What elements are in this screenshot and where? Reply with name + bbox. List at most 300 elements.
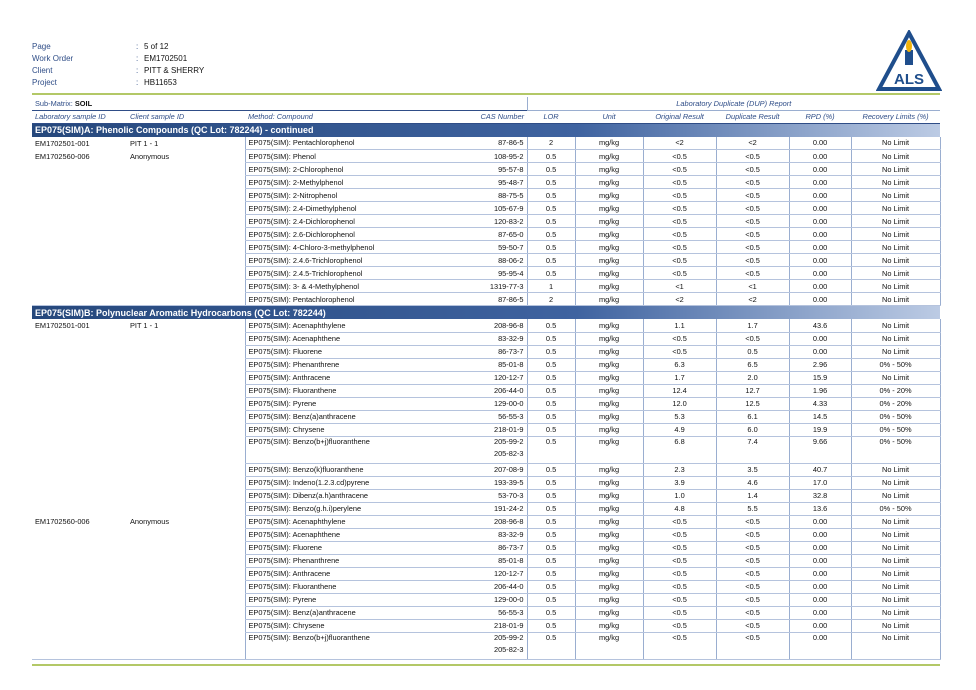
table-row bbox=[32, 397, 940, 410]
cell-duplicate-result: <0.5 bbox=[716, 606, 789, 619]
cell-compound: EP075(SIM): Benzo(g.h.i)perylene bbox=[245, 502, 390, 515]
cell-lab-sample-id bbox=[32, 384, 127, 397]
table-row bbox=[32, 384, 940, 397]
cell-cas-number: 206-44-0 bbox=[390, 384, 527, 397]
cell-recovery-limits: No Limit bbox=[851, 319, 940, 332]
cell-lab-sample-id bbox=[32, 254, 127, 267]
cell-client-sample-id bbox=[127, 163, 245, 176]
cell-rpd: 0.00 bbox=[789, 606, 851, 619]
cell-duplicate-result: 12.7 bbox=[716, 384, 789, 397]
cell-lor: 0.5 bbox=[527, 567, 575, 580]
cell-unit: mg/kg bbox=[575, 241, 643, 254]
cell-lor: 0.5 bbox=[527, 228, 575, 241]
cell-original-result: <0.5 bbox=[643, 580, 716, 593]
header-field-project bbox=[32, 77, 204, 89]
als-logo bbox=[876, 30, 942, 92]
cell-original-result: 5.3 bbox=[643, 410, 716, 423]
cell-cas-number: 105-67-9 bbox=[390, 202, 527, 215]
cell-original-result: 1.1 bbox=[643, 319, 716, 332]
cell-unit: mg/kg bbox=[575, 332, 643, 345]
cell-recovery-limits: No Limit bbox=[851, 476, 940, 489]
cell-lab-sample-id: EM1702501-001 bbox=[35, 138, 90, 148]
cell-recovery-limits: No Limit bbox=[851, 137, 940, 150]
cell-cas-number: 1319-77-3 bbox=[390, 280, 527, 293]
cell-original-result: 4.9 bbox=[643, 423, 716, 436]
table-row bbox=[32, 267, 940, 280]
cell-lor: 0.5 bbox=[527, 358, 575, 371]
cell-client-sample-id bbox=[127, 410, 245, 423]
cell-lab-sample-id bbox=[32, 619, 127, 632]
cell-lor: 0.5 bbox=[527, 489, 575, 502]
cas-number-secondary: 205-82-3 bbox=[493, 644, 524, 654]
cell-recovery-limits: No Limit bbox=[851, 202, 940, 215]
cell-unit: mg/kg bbox=[575, 176, 643, 189]
cell-client-sample-id: PIT 1 - 1 bbox=[130, 138, 159, 148]
cell-duplicate-result: 0.5 bbox=[716, 345, 789, 358]
cell-lab-sample-id bbox=[32, 632, 127, 659]
cell-lab-sample-id bbox=[32, 580, 127, 593]
cell-lab-sample-id bbox=[32, 332, 127, 345]
cell-original-result: <0.5 bbox=[643, 176, 716, 189]
duplicate-report-table bbox=[32, 97, 941, 660]
cell-lor: 0.5 bbox=[527, 632, 575, 659]
cell-rpd: 0.00 bbox=[789, 163, 851, 176]
table-row bbox=[32, 241, 940, 254]
cell-rpd: 2.96 bbox=[789, 358, 851, 371]
cell-rpd: 0.00 bbox=[789, 567, 851, 580]
cell-unit: mg/kg bbox=[575, 436, 643, 463]
cell-cas-number: 95-48-7 bbox=[390, 176, 527, 189]
cell-client-sample-id bbox=[127, 397, 245, 410]
cell-rpd: 9.66 bbox=[789, 436, 851, 463]
cell-rpd: 0.00 bbox=[789, 345, 851, 358]
cell-cas-number: 207-08-9 bbox=[390, 463, 527, 476]
table-row bbox=[32, 593, 940, 606]
cell-lor: 0.5 bbox=[527, 332, 575, 345]
cell-cas-number: 218-01-9 bbox=[390, 619, 527, 632]
column-header-rpd: RPD (%) bbox=[789, 110, 851, 123]
cell-client-sample-id bbox=[127, 345, 245, 358]
table-row bbox=[32, 541, 940, 554]
cell-rpd: 0.00 bbox=[789, 189, 851, 202]
cell-original-result: <0.5 bbox=[643, 254, 716, 267]
cell-lab-sample-id bbox=[32, 554, 127, 567]
cell-lab-sample-id bbox=[32, 593, 127, 606]
cell-unit: mg/kg bbox=[575, 567, 643, 580]
cell-cas-number: 193-39-5 bbox=[390, 476, 527, 489]
cell-rpd: 14.5 bbox=[789, 410, 851, 423]
header-field-label: Project bbox=[32, 78, 57, 87]
header-field-colon: : bbox=[136, 78, 139, 87]
cell-compound: EP075(SIM): Benzo(k)fluoranthene bbox=[245, 463, 390, 476]
cell-duplicate-result: <0.5 bbox=[716, 241, 789, 254]
cell-lor: 0.5 bbox=[527, 528, 575, 541]
cell-recovery-limits: No Limit bbox=[851, 371, 940, 384]
cell-lab-sample-id bbox=[32, 528, 127, 541]
cell-recovery-limits: No Limit bbox=[851, 632, 940, 659]
cell-unit: mg/kg bbox=[575, 254, 643, 267]
cell-recovery-limits: No Limit bbox=[851, 176, 940, 189]
table-row bbox=[32, 476, 940, 489]
cell-lab-sample-id bbox=[32, 371, 127, 384]
cell-cas-number: 88-75-5 bbox=[390, 189, 527, 202]
cell-unit: mg/kg bbox=[575, 528, 643, 541]
cell-original-result: <0.5 bbox=[643, 267, 716, 280]
cell-unit: mg/kg bbox=[575, 228, 643, 241]
cell-recovery-limits: No Limit bbox=[851, 241, 940, 254]
cell-lor: 0.5 bbox=[527, 541, 575, 554]
cell-original-result: 6.8 bbox=[643, 436, 716, 463]
cell-duplicate-result: <1 bbox=[716, 280, 789, 293]
cell-rpd: 4.33 bbox=[789, 397, 851, 410]
cell-unit: mg/kg bbox=[575, 293, 643, 306]
cell-client-sample-id bbox=[127, 293, 245, 306]
cell-lor: 2 bbox=[527, 137, 575, 150]
cell-compound: EP075(SIM): Benz(a)anthracene bbox=[245, 606, 390, 619]
table-row bbox=[32, 202, 940, 215]
cell-lab-sample-id bbox=[32, 293, 127, 306]
cell-cas-number: 85-01-8 bbox=[390, 358, 527, 371]
cell-original-result: <0.5 bbox=[643, 528, 716, 541]
table-row bbox=[32, 580, 940, 593]
table-row bbox=[32, 567, 940, 580]
cell-compound: EP075(SIM): 2-Chlorophenol bbox=[245, 163, 390, 176]
table-row bbox=[32, 554, 940, 567]
cell-compound: EP075(SIM): Chrysene bbox=[245, 423, 390, 436]
cell-rpd: 0.00 bbox=[789, 593, 851, 606]
cell-unit: mg/kg bbox=[575, 489, 643, 502]
cell-recovery-limits: 0% - 50% bbox=[851, 410, 940, 423]
cell-unit: mg/kg bbox=[575, 371, 643, 384]
cell-unit: mg/kg bbox=[575, 606, 643, 619]
cell-cas-number: 86-73-7 bbox=[390, 541, 527, 554]
cell-lor: 0.5 bbox=[527, 580, 575, 593]
cell-lab-sample-id bbox=[32, 502, 127, 515]
cell-recovery-limits: No Limit bbox=[851, 254, 940, 267]
cell-compound: EP075(SIM): Chrysene bbox=[245, 619, 390, 632]
cell-unit: mg/kg bbox=[575, 267, 643, 280]
cell-original-result: <0.5 bbox=[643, 567, 716, 580]
cell-compound: EP075(SIM): Fluoranthene bbox=[245, 580, 390, 593]
cell-compound: EP075(SIM): Phenol bbox=[245, 150, 390, 163]
cell-lab-sample-id bbox=[32, 489, 127, 502]
table-row bbox=[32, 319, 940, 332]
cell-lor: 0.5 bbox=[527, 606, 575, 619]
cell-unit: mg/kg bbox=[575, 345, 643, 358]
cell-recovery-limits: No Limit bbox=[851, 606, 940, 619]
table-row bbox=[32, 228, 940, 241]
cell-compound: EP075(SIM): Anthracene bbox=[245, 567, 390, 580]
cell-rpd: 0.00 bbox=[789, 528, 851, 541]
cell-lor: 0.5 bbox=[527, 241, 575, 254]
cell-compound: EP075(SIM): Pyrene bbox=[245, 397, 390, 410]
cell-lab-sample-id bbox=[32, 345, 127, 358]
cell-original-result: 12.4 bbox=[643, 384, 716, 397]
cell-rpd: 0.00 bbox=[789, 541, 851, 554]
cell-compound: EP075(SIM): Phenanthrene bbox=[245, 358, 390, 371]
cell-original-result: 1.0 bbox=[643, 489, 716, 502]
cell-cas-number: 87-65-0 bbox=[390, 228, 527, 241]
cell-client-sample-id bbox=[127, 423, 245, 436]
cell-rpd: 15.9 bbox=[789, 371, 851, 384]
header-field-value: PITT & SHERRY bbox=[144, 66, 205, 75]
cell-cas-number: 87-86-5 bbox=[390, 137, 527, 150]
cell-original-result: <0.5 bbox=[643, 215, 716, 228]
cell-client-sample-id bbox=[127, 463, 245, 476]
cell-original-result: <0.5 bbox=[643, 163, 716, 176]
cell-recovery-limits: No Limit bbox=[851, 189, 940, 202]
cell-cas-number: 208-96-8 bbox=[390, 319, 527, 332]
cell-duplicate-result: 1.7 bbox=[716, 319, 789, 332]
cell-client-sample-id bbox=[127, 280, 245, 293]
cell-unit: mg/kg bbox=[575, 580, 643, 593]
header-field-colon: : bbox=[136, 66, 139, 75]
cell-duplicate-result: <0.5 bbox=[716, 202, 789, 215]
column-header-unit: Unit bbox=[575, 110, 643, 123]
cell-original-result: <0.5 bbox=[643, 202, 716, 215]
cell-unit: mg/kg bbox=[575, 410, 643, 423]
cell-rpd: 0.00 bbox=[789, 332, 851, 345]
cell-lor: 0.5 bbox=[527, 593, 575, 606]
cell-duplicate-result: <0.5 bbox=[716, 150, 789, 163]
table-row bbox=[32, 215, 940, 228]
cas-number-secondary: 205-82-3 bbox=[493, 448, 524, 458]
cell-duplicate-result: <0.5 bbox=[716, 554, 789, 567]
cell-recovery-limits: No Limit bbox=[851, 619, 940, 632]
cell-duplicate-result: 7.4 bbox=[716, 436, 789, 463]
cell-lab-sample-id bbox=[32, 410, 127, 423]
cell-unit: mg/kg bbox=[575, 554, 643, 567]
cell-lab-sample-id bbox=[32, 476, 127, 489]
cell-client-sample-id bbox=[127, 554, 245, 567]
cell-original-result: <2 bbox=[643, 293, 716, 306]
table-row bbox=[32, 345, 940, 358]
cell-compound: EP075(SIM): Fluoranthene bbox=[245, 384, 390, 397]
cell-client-sample-id bbox=[127, 254, 245, 267]
sub-matrix-label: Sub-Matrix: bbox=[35, 98, 73, 108]
cell-unit: mg/kg bbox=[575, 632, 643, 659]
cell-compound: EP075(SIM): 2.4-Dimethylphenol bbox=[245, 202, 390, 215]
cell-lab-sample-id bbox=[32, 241, 127, 254]
cell-client-sample-id bbox=[127, 332, 245, 345]
cell-duplicate-result: 6.1 bbox=[716, 410, 789, 423]
cell-rpd: 0.00 bbox=[789, 202, 851, 215]
table-row bbox=[32, 528, 940, 541]
header-field-colon: : bbox=[136, 42, 139, 51]
cell-rpd: 0.00 bbox=[789, 619, 851, 632]
cell-rpd: 19.9 bbox=[789, 423, 851, 436]
cell-lab-sample-id: EM1702501-001 bbox=[35, 321, 90, 330]
cell-rpd: 0.00 bbox=[789, 254, 851, 267]
cell-duplicate-result: <0.5 bbox=[716, 567, 789, 580]
table-row bbox=[32, 176, 940, 189]
cell-lor: 0.5 bbox=[527, 384, 575, 397]
cell-original-result: 1.7 bbox=[643, 371, 716, 384]
cell-lab-sample-id bbox=[32, 423, 127, 436]
cell-compound: EP075(SIM): 2.4.6-Trichlorophenol bbox=[245, 254, 390, 267]
cell-cas-number: 53-70-3 bbox=[390, 489, 527, 502]
cell-lab-sample-id bbox=[32, 215, 127, 228]
cell-original-result: <0.5 bbox=[643, 189, 716, 202]
cell-lor: 0.5 bbox=[527, 267, 575, 280]
cell-recovery-limits: 0% - 20% bbox=[851, 384, 940, 397]
cell-unit: mg/kg bbox=[575, 593, 643, 606]
cell-compound: EP075(SIM): Fluorene bbox=[245, 345, 390, 358]
table-row bbox=[32, 423, 940, 436]
cell-duplicate-result: 3.5 bbox=[716, 463, 789, 476]
column-header-lor: LOR bbox=[527, 110, 575, 123]
table-row bbox=[32, 619, 940, 632]
cell-lor: 0.5 bbox=[527, 150, 575, 163]
sub-matrix-value: SOIL bbox=[74, 98, 93, 108]
cell-cas-number: 129-00-0 bbox=[390, 397, 527, 410]
report-header bbox=[32, 41, 204, 89]
header-field-work-order bbox=[32, 53, 204, 65]
cell-unit: mg/kg bbox=[575, 541, 643, 554]
header-field-value: EM1702501 bbox=[144, 54, 188, 63]
table-row bbox=[32, 189, 940, 202]
cell-cas-number: 120-12-7 bbox=[390, 371, 527, 384]
cell-unit: mg/kg bbox=[575, 619, 643, 632]
cell-lor: 0.5 bbox=[527, 476, 575, 489]
cell-rpd: 40.7 bbox=[789, 463, 851, 476]
cell-lab-sample-id bbox=[32, 176, 127, 189]
cell-rpd: 17.0 bbox=[789, 476, 851, 489]
cell-duplicate-result: 4.6 bbox=[716, 476, 789, 489]
cell-client-sample-id bbox=[127, 476, 245, 489]
cell-cas-number: 129-00-0 bbox=[390, 593, 527, 606]
cell-duplicate-result: 12.5 bbox=[716, 397, 789, 410]
cell-compound: EP075(SIM): 2-Nitrophenol bbox=[245, 189, 390, 202]
table-row bbox=[32, 150, 940, 163]
cell-recovery-limits: No Limit bbox=[851, 541, 940, 554]
cell-cas-number: 95-57-8 bbox=[390, 163, 527, 176]
cell-duplicate-result: <0.5 bbox=[716, 632, 789, 659]
cell-cas-number: 191-24-2 bbox=[390, 502, 527, 515]
cell-cas-number: 120-83-2 bbox=[390, 215, 527, 228]
cell-rpd: 0.00 bbox=[789, 241, 851, 254]
cell-lor: 0.5 bbox=[527, 215, 575, 228]
logo-flame bbox=[906, 40, 912, 52]
cell-unit: mg/kg bbox=[575, 319, 643, 332]
cell-compound: EP075(SIM): Acenaphthylene bbox=[245, 515, 390, 528]
column-header-row bbox=[32, 110, 940, 123]
cell-recovery-limits: No Limit bbox=[851, 345, 940, 358]
table-row bbox=[32, 410, 940, 423]
cell-unit: mg/kg bbox=[575, 358, 643, 371]
table-row bbox=[32, 606, 940, 619]
cell-compound: EP075(SIM): Pentachlorophenol bbox=[245, 293, 390, 306]
cell-cas-number: 56-55-3 bbox=[390, 410, 527, 423]
cell-lab-sample-id bbox=[32, 202, 127, 215]
cell-original-result: <0.5 bbox=[643, 332, 716, 345]
cell-original-result: <0.5 bbox=[643, 554, 716, 567]
cell-lor: 1 bbox=[527, 280, 575, 293]
header-divider bbox=[32, 93, 940, 95]
group-title: EP075(SIM)A: Phenolic Compounds (QC Lot: 782244) - continued bbox=[32, 123, 940, 137]
cell-cas-number: 85-01-8 bbox=[390, 554, 527, 567]
cell-recovery-limits: No Limit bbox=[851, 528, 940, 541]
cell-cas-number: 86-73-7 bbox=[390, 345, 527, 358]
cell-recovery-limits: 0% - 50% bbox=[851, 358, 940, 371]
table-row bbox=[32, 502, 940, 515]
cell-lab-sample-id bbox=[32, 606, 127, 619]
cell-lor: 0.5 bbox=[527, 515, 575, 528]
cell-duplicate-result: <0.5 bbox=[716, 215, 789, 228]
cell-lab-sample-id bbox=[32, 163, 127, 176]
cell-rpd: 0.00 bbox=[789, 150, 851, 163]
cell-rpd: 0.00 bbox=[789, 554, 851, 567]
cell-compound: EP075(SIM): Phenanthrene bbox=[245, 554, 390, 567]
cell-lor: 0.5 bbox=[527, 189, 575, 202]
cell-cas-number bbox=[390, 436, 527, 463]
cell-cas-number: 88-06-2 bbox=[390, 254, 527, 267]
table-row bbox=[32, 137, 940, 150]
table-row bbox=[32, 515, 940, 528]
cell-original-result: <0.5 bbox=[643, 541, 716, 554]
cell-duplicate-result: <0.5 bbox=[716, 541, 789, 554]
cell-compound: EP075(SIM): Indeno(1.2.3.cd)pyrene bbox=[245, 476, 390, 489]
cell-client-sample-id bbox=[127, 436, 245, 463]
cell-rpd: 0.00 bbox=[789, 632, 851, 659]
cell-original-result: <0.5 bbox=[643, 228, 716, 241]
cell-cas-number: 120-12-7 bbox=[390, 567, 527, 580]
cell-cas-number: 95-95-4 bbox=[390, 267, 527, 280]
cell-original-result: <0.5 bbox=[643, 241, 716, 254]
cell-client-sample-id bbox=[127, 632, 245, 659]
table-row bbox=[32, 163, 940, 176]
cas-number-primary: 205-99-2 bbox=[493, 436, 524, 446]
cell-unit: mg/kg bbox=[575, 502, 643, 515]
cell-rpd: 0.00 bbox=[789, 267, 851, 280]
cell-lor: 0.5 bbox=[527, 202, 575, 215]
cell-duplicate-result: <0.5 bbox=[716, 593, 789, 606]
table-row bbox=[32, 436, 940, 463]
cell-client-sample-id bbox=[127, 489, 245, 502]
cell-recovery-limits: No Limit bbox=[851, 554, 940, 567]
cell-compound: EP075(SIM): Acenaphthylene bbox=[245, 319, 390, 332]
cell-lab-sample-id bbox=[32, 267, 127, 280]
cell-rpd: 13.6 bbox=[789, 502, 851, 515]
cell-compound: EP075(SIM): 2.4.5-Trichlorophenol bbox=[245, 267, 390, 280]
group-header-row bbox=[32, 306, 940, 320]
cell-compound: EP075(SIM): Benzo(b+j)fluoranthene bbox=[245, 436, 390, 463]
cell-client-sample-id: Anonymous bbox=[130, 151, 170, 161]
cell-recovery-limits: No Limit bbox=[851, 215, 940, 228]
cell-lab-sample-id bbox=[32, 280, 127, 293]
cell-compound: EP075(SIM): Benz(a)anthracene bbox=[245, 410, 390, 423]
cell-lab-sample-id bbox=[32, 567, 127, 580]
cell-duplicate-result: 1.4 bbox=[716, 489, 789, 502]
cell-recovery-limits: 0% - 50% bbox=[851, 423, 940, 436]
cell-client-sample-id bbox=[127, 358, 245, 371]
column-header-original-result: Original Result bbox=[643, 110, 716, 123]
cell-client-sample-id bbox=[127, 593, 245, 606]
cell-lab-sample-id bbox=[32, 189, 127, 202]
cell-cas-number: 218-01-9 bbox=[390, 423, 527, 436]
cell-duplicate-result: 6.0 bbox=[716, 423, 789, 436]
cell-client-sample-id bbox=[127, 619, 245, 632]
cell-duplicate-result: <0.5 bbox=[716, 163, 789, 176]
cell-rpd: 0.00 bbox=[789, 280, 851, 293]
cell-duplicate-result: <0.5 bbox=[716, 176, 789, 189]
cell-unit: mg/kg bbox=[575, 515, 643, 528]
cell-original-result: 6.3 bbox=[643, 358, 716, 371]
group-title: EP075(SIM)B: Polynuclear Aromatic Hydrocarbons (QC Lot: 782244) bbox=[32, 306, 940, 320]
table-row bbox=[32, 463, 940, 476]
cell-compound: EP075(SIM): 2.4-Dichlorophenol bbox=[245, 215, 390, 228]
cell-lor: 0.5 bbox=[527, 423, 575, 436]
